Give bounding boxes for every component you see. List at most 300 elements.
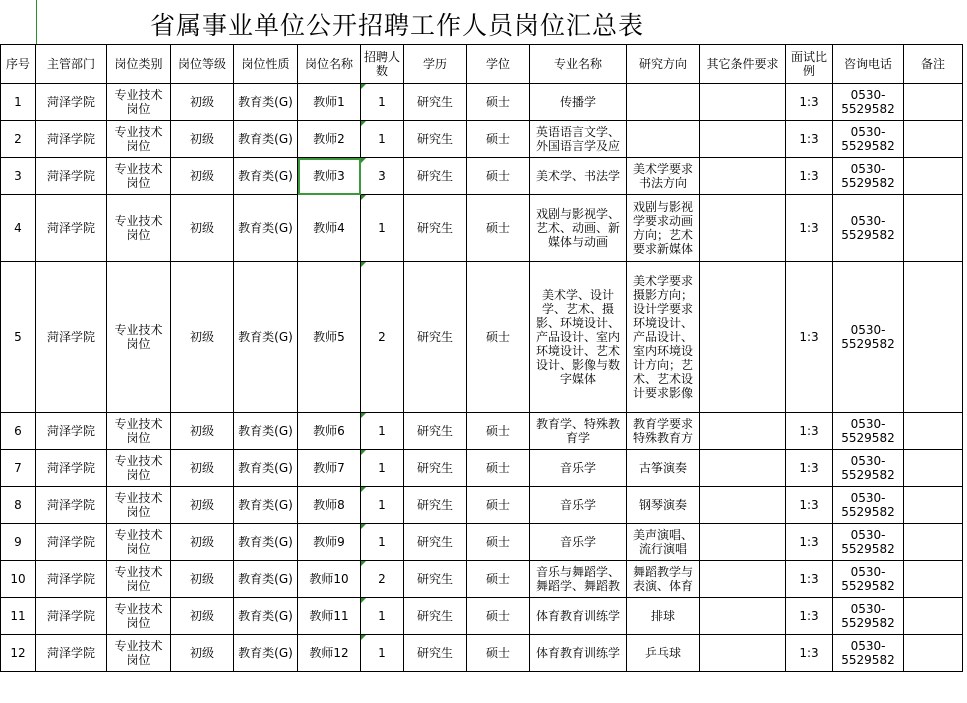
remarks-cell[interactable]: [904, 598, 963, 635]
nature-cell[interactable]: [234, 121, 298, 158]
department-text: 菏泽学院: [46, 221, 95, 235]
degree-text: 硕士: [485, 535, 510, 549]
level-cell[interactable]: [171, 524, 234, 561]
education-cell[interactable]: [404, 84, 467, 121]
degree-cell[interactable]: [467, 413, 530, 450]
department-cell[interactable]: [36, 84, 107, 121]
position-name-cell[interactable]: [298, 450, 361, 487]
column-header[interactable]: 备注: [904, 45, 963, 84]
nature-text: 教育类(G): [238, 132, 293, 146]
other-requirements-cell[interactable]: [700, 195, 786, 262]
education-cell[interactable]: [404, 413, 467, 450]
position-name-text: 教师3: [313, 169, 345, 183]
degree-cell[interactable]: [467, 121, 530, 158]
education-cell[interactable]: [404, 635, 467, 672]
hire-count-cell[interactable]: [361, 84, 404, 121]
nature-cell[interactable]: [234, 635, 298, 672]
department-cell[interactable]: [36, 195, 107, 262]
nature-cell[interactable]: [234, 84, 298, 121]
interview-ratio-text: 1:3: [799, 498, 819, 512]
level-cell[interactable]: [171, 413, 234, 450]
degree-cell[interactable]: [467, 561, 530, 598]
department-text: 菏泽学院: [46, 572, 95, 586]
nature-text: 教育类(G): [238, 572, 293, 586]
table-row: [1, 158, 963, 195]
level-text: 初级: [189, 646, 214, 660]
degree-text: 硕士: [485, 424, 510, 438]
position-name-cell[interactable]: [298, 158, 361, 195]
column-header[interactable]: 学位: [467, 45, 530, 84]
category-text: 专业技术岗位: [114, 323, 163, 351]
column-header[interactable]: 招聘人数: [361, 45, 404, 84]
department-cell[interactable]: [36, 524, 107, 561]
department-cell[interactable]: [36, 158, 107, 195]
department-text: 菏泽学院: [46, 535, 95, 549]
remarks-cell[interactable]: [904, 121, 963, 158]
department-cell[interactable]: [36, 121, 107, 158]
education-text: 研究生: [416, 498, 453, 512]
phone-text: 0530-5529582: [841, 454, 895, 482]
major-text: 体育教育训练学: [535, 609, 620, 623]
column-header[interactable]: 主管部门: [36, 45, 107, 84]
major-text: 音乐学: [559, 498, 596, 512]
level-cell[interactable]: [171, 158, 234, 195]
column-header[interactable]: 研究方向: [627, 45, 700, 84]
hire-count-text: 1: [378, 461, 386, 475]
department-cell[interactable]: [36, 450, 107, 487]
research-direction-cell[interactable]: [627, 262, 700, 413]
column-header[interactable]: 专业名称: [530, 45, 627, 84]
research-direction-cell[interactable]: [627, 450, 700, 487]
sheet-title-bar: [0, 0, 967, 44]
research-direction-cell[interactable]: [627, 84, 700, 121]
degree-text: 硕士: [485, 330, 510, 344]
table-row: [1, 121, 963, 158]
degree-cell[interactable]: [467, 84, 530, 121]
degree-text: 硕士: [485, 646, 510, 660]
position-name-text: 教师8: [313, 498, 345, 512]
position-name-text: 教师4: [313, 221, 345, 235]
phone-cell[interactable]: [833, 195, 904, 262]
category-text: 专业技术岗位: [114, 639, 163, 667]
row-number-text: 7: [14, 461, 22, 475]
other-requirements-cell[interactable]: [700, 121, 786, 158]
phone-text: 0530-5529582: [841, 88, 895, 116]
degree-cell[interactable]: [467, 487, 530, 524]
row-number-text: 8: [14, 498, 22, 512]
level-cell[interactable]: [171, 598, 234, 635]
department-cell[interactable]: [36, 487, 107, 524]
category-cell[interactable]: [107, 84, 171, 121]
hire-count-cell[interactable]: [361, 524, 404, 561]
remarks-cell[interactable]: [904, 487, 963, 524]
nature-cell[interactable]: [234, 413, 298, 450]
research-direction-text: 古筝演奏: [638, 461, 687, 475]
column-header[interactable]: 学历: [404, 45, 467, 84]
category-text: 专业技术岗位: [114, 602, 163, 630]
position-name-cell[interactable]: [298, 262, 361, 413]
table-row: [1, 262, 963, 413]
category-text: 专业技术岗位: [114, 125, 163, 153]
row-number-cell[interactable]: [1, 561, 36, 598]
major-cell[interactable]: [530, 84, 627, 121]
education-cell[interactable]: [404, 121, 467, 158]
other-requirements-cell[interactable]: [700, 158, 786, 195]
department-cell[interactable]: [36, 413, 107, 450]
research-direction-text: 钢琴演奏: [638, 498, 687, 512]
interview-ratio-cell[interactable]: [786, 121, 833, 158]
category-cell[interactable]: [107, 635, 171, 672]
phone-cell[interactable]: [833, 561, 904, 598]
phone-cell[interactable]: [833, 450, 904, 487]
phone-text: 0530-5529582: [841, 602, 895, 630]
level-cell[interactable]: [171, 262, 234, 413]
nature-cell[interactable]: [234, 598, 298, 635]
education-cell[interactable]: [404, 158, 467, 195]
position-name-text: 教师10: [309, 572, 349, 586]
row-number-cell[interactable]: [1, 450, 36, 487]
phone-cell[interactable]: [833, 524, 904, 561]
nature-text: 教育类(G): [238, 498, 293, 512]
category-cell[interactable]: [107, 598, 171, 635]
research-direction-cell[interactable]: [627, 635, 700, 672]
level-cell[interactable]: [171, 561, 234, 598]
table-row: [1, 450, 963, 487]
department-text: 菏泽学院: [46, 498, 95, 512]
nature-cell[interactable]: [234, 195, 298, 262]
phone-text: 0530-5529582: [841, 323, 895, 351]
level-text: 初级: [189, 95, 214, 109]
position-name-cell[interactable]: [298, 524, 361, 561]
hire-count-cell[interactable]: [361, 195, 404, 262]
degree-text: 硕士: [485, 95, 510, 109]
level-cell[interactable]: [171, 195, 234, 262]
degree-cell[interactable]: [467, 598, 530, 635]
phone-text: 0530-5529582: [841, 528, 895, 556]
column-header[interactable]: 岗位等级: [171, 45, 234, 84]
remarks-cell[interactable]: [904, 635, 963, 672]
interview-ratio-cell[interactable]: [786, 158, 833, 195]
interview-ratio-cell[interactable]: [786, 450, 833, 487]
category-text: 专业技术岗位: [114, 417, 163, 445]
level-text: 初级: [189, 609, 214, 623]
position-name-cell[interactable]: [298, 598, 361, 635]
major-cell[interactable]: [530, 561, 627, 598]
position-name-cell[interactable]: [298, 195, 361, 262]
major-text: 音乐与舞蹈学、舞蹈学、舞蹈教: [535, 565, 620, 593]
nature-text: 教育类(G): [238, 461, 293, 475]
phone-cell[interactable]: [833, 598, 904, 635]
remarks-cell[interactable]: [904, 561, 963, 598]
category-cell[interactable]: [107, 487, 171, 524]
level-cell[interactable]: [171, 487, 234, 524]
education-text: 研究生: [416, 169, 453, 183]
education-cell[interactable]: [404, 561, 467, 598]
position-name-text: 教师9: [313, 535, 345, 549]
degree-cell[interactable]: [467, 195, 530, 262]
major-text: 英语语言文学、外国语言学及应: [535, 125, 620, 153]
other-requirements-cell[interactable]: [700, 635, 786, 672]
research-direction-text: 美声演唱、流行演唱: [632, 528, 693, 556]
level-cell[interactable]: [171, 84, 234, 121]
phone-cell[interactable]: [833, 635, 904, 672]
row-number-text: 4: [14, 221, 22, 235]
phone-cell[interactable]: [833, 121, 904, 158]
category-cell[interactable]: [107, 561, 171, 598]
other-requirements-cell[interactable]: [700, 450, 786, 487]
position-name-text: 教师12: [309, 646, 349, 660]
remarks-cell[interactable]: [904, 524, 963, 561]
column-header[interactable]: 序号: [1, 45, 36, 84]
phone-cell[interactable]: [833, 262, 904, 413]
phone-text: 0530-5529582: [841, 162, 895, 190]
hire-count-cell[interactable]: [361, 561, 404, 598]
row-number-cell[interactable]: [1, 413, 36, 450]
degree-cell[interactable]: [467, 524, 530, 561]
hire-count-cell[interactable]: [361, 487, 404, 524]
hire-count-cell[interactable]: [361, 635, 404, 672]
hire-count-cell[interactable]: [361, 262, 404, 413]
education-cell[interactable]: [404, 598, 467, 635]
major-cell[interactable]: [530, 262, 627, 413]
department-cell[interactable]: [36, 598, 107, 635]
interview-ratio-cell[interactable]: [786, 413, 833, 450]
education-text: 研究生: [416, 461, 453, 475]
category-cell[interactable]: [107, 450, 171, 487]
column-header[interactable]: 岗位名称: [298, 45, 361, 84]
major-text: 音乐学: [559, 461, 596, 475]
nature-text: 教育类(G): [238, 169, 293, 183]
other-requirements-cell[interactable]: [700, 561, 786, 598]
category-cell[interactable]: [107, 524, 171, 561]
column-header[interactable]: 岗位类别: [107, 45, 171, 84]
degree-text: 硕士: [485, 498, 510, 512]
level-text: 初级: [189, 498, 214, 512]
education-cell[interactable]: [404, 487, 467, 524]
major-text: 美术学、设计学、艺术、摄影、环境设计、产品设计、室内环境设计、艺术设计、影像与数字媒体: [535, 288, 620, 386]
nature-text: 教育类(G): [238, 424, 293, 438]
title-left-cell[interactable]: [0, 0, 37, 44]
row-number-cell[interactable]: [1, 158, 36, 195]
degree-cell[interactable]: [467, 262, 530, 413]
degree-cell[interactable]: [467, 635, 530, 672]
table-row: [1, 84, 963, 121]
row-number-cell[interactable]: [1, 598, 36, 635]
row-number-cell[interactable]: [1, 84, 36, 121]
phone-cell[interactable]: [833, 413, 904, 450]
phone-cell[interactable]: [833, 158, 904, 195]
interview-ratio-text: 1:3: [799, 461, 819, 475]
category-text: 专业技术岗位: [114, 565, 163, 593]
degree-text: 硕士: [485, 221, 510, 235]
table-row: [1, 195, 963, 262]
major-cell[interactable]: [530, 635, 627, 672]
degree-cell[interactable]: [467, 158, 530, 195]
education-text: 研究生: [416, 535, 453, 549]
department-cell[interactable]: [36, 262, 107, 413]
row-number-cell[interactable]: [1, 487, 36, 524]
remarks-cell[interactable]: [904, 158, 963, 195]
phone-text: 0530-5529582: [841, 214, 895, 242]
remarks-cell[interactable]: [904, 413, 963, 450]
research-direction-cell[interactable]: [627, 524, 700, 561]
other-requirements-cell[interactable]: [700, 487, 786, 524]
hire-count-cell[interactable]: [361, 450, 404, 487]
column-header[interactable]: 岗位性质: [234, 45, 298, 84]
research-direction-cell[interactable]: [627, 598, 700, 635]
interview-ratio-text: 1:3: [799, 221, 819, 235]
interview-ratio-cell[interactable]: [786, 598, 833, 635]
table-row: [1, 413, 963, 450]
interview-ratio-cell[interactable]: [786, 195, 833, 262]
interview-ratio-cell[interactable]: [786, 561, 833, 598]
major-cell[interactable]: [530, 158, 627, 195]
nature-text: 教育类(G): [238, 535, 293, 549]
major-cell[interactable]: [530, 195, 627, 262]
interview-ratio-text: 1:3: [799, 535, 819, 549]
education-text: 研究生: [416, 221, 453, 235]
department-text: 菏泽学院: [46, 424, 95, 438]
education-cell[interactable]: [404, 262, 467, 413]
major-cell[interactable]: [530, 450, 627, 487]
research-direction-cell[interactable]: [627, 195, 700, 262]
interview-ratio-text: 1:3: [799, 424, 819, 438]
major-text: 教育学、特殊教育学: [535, 417, 620, 445]
position-name-cell[interactable]: [298, 413, 361, 450]
remarks-cell[interactable]: [904, 84, 963, 121]
column-header[interactable]: 面试比例: [786, 45, 833, 84]
interview-ratio-cell[interactable]: [786, 487, 833, 524]
position-name-text: 教师2: [313, 132, 345, 146]
position-name-cell[interactable]: [298, 561, 361, 598]
nature-cell[interactable]: [234, 450, 298, 487]
category-cell[interactable]: [107, 195, 171, 262]
table-row: [1, 487, 963, 524]
research-direction-cell[interactable]: [627, 121, 700, 158]
education-text: 研究生: [416, 646, 453, 660]
row-number-cell[interactable]: [1, 195, 36, 262]
research-direction-text: 美术学要求摄影方向；设计学要求环境设计、产品设计、室内环境设计方向；艺术、艺术设计要求影像: [632, 274, 693, 400]
research-direction-cell[interactable]: [627, 158, 700, 195]
position-name-cell[interactable]: [298, 84, 361, 121]
hire-count-text: 1: [378, 132, 386, 146]
row-number-cell[interactable]: [1, 635, 36, 672]
category-cell[interactable]: [107, 262, 171, 413]
department-cell[interactable]: [36, 635, 107, 672]
other-requirements-cell[interactable]: [700, 84, 786, 121]
degree-text: 硕士: [485, 169, 510, 183]
major-cell[interactable]: [530, 413, 627, 450]
nature-text: 教育类(G): [238, 330, 293, 344]
education-text: 研究生: [416, 95, 453, 109]
column-header[interactable]: 其它条件要求: [700, 45, 786, 84]
department-cell[interactable]: [36, 561, 107, 598]
position-name-cell[interactable]: [298, 635, 361, 672]
department-text: 菏泽学院: [46, 646, 95, 660]
position-name-cell[interactable]: [298, 487, 361, 524]
other-requirements-cell[interactable]: [700, 262, 786, 413]
interview-ratio-text: 1:3: [799, 95, 819, 109]
other-requirements-cell[interactable]: [700, 413, 786, 450]
row-number-cell[interactable]: [1, 262, 36, 413]
column-header[interactable]: 咨询电话: [833, 45, 904, 84]
hire-count-cell[interactable]: [361, 598, 404, 635]
table-row: [1, 635, 963, 672]
other-requirements-cell[interactable]: [700, 598, 786, 635]
table-row: [1, 598, 963, 635]
interview-ratio-text: 1:3: [799, 132, 819, 146]
research-direction-cell[interactable]: [627, 487, 700, 524]
education-text: 研究生: [416, 330, 453, 344]
row-number-cell[interactable]: [1, 121, 36, 158]
interview-ratio-cell[interactable]: [786, 262, 833, 413]
research-direction-text: 舞蹈教学与表演、体育: [632, 565, 693, 593]
phone-text: 0530-5529582: [841, 125, 895, 153]
sheet-title: 省属事业单位公开招聘工作人员岗位汇总表: [150, 11, 645, 40]
nature-cell[interactable]: [234, 561, 298, 598]
level-cell[interactable]: [171, 635, 234, 672]
nature-cell[interactable]: [234, 262, 298, 413]
position-name-text: 教师6: [313, 424, 345, 438]
major-cell[interactable]: [530, 598, 627, 635]
category-text: 专业技术岗位: [114, 88, 163, 116]
hire-count-cell[interactable]: [361, 121, 404, 158]
degree-cell[interactable]: [467, 450, 530, 487]
education-cell[interactable]: [404, 524, 467, 561]
nature-cell[interactable]: [234, 524, 298, 561]
nature-cell[interactable]: [234, 158, 298, 195]
remarks-cell[interactable]: [904, 195, 963, 262]
row-number-text: 6: [14, 424, 22, 438]
position-name-cell[interactable]: [298, 121, 361, 158]
interview-ratio-text: 1:3: [799, 646, 819, 660]
phone-cell[interactable]: [833, 487, 904, 524]
major-cell[interactable]: [530, 524, 627, 561]
interview-ratio-cell[interactable]: [786, 524, 833, 561]
hire-count-cell[interactable]: [361, 158, 404, 195]
remarks-cell[interactable]: [904, 262, 963, 413]
research-direction-text: 排球: [650, 609, 675, 623]
other-requirements-cell[interactable]: [700, 524, 786, 561]
positions-table: [0, 44, 963, 672]
education-cell[interactable]: [404, 450, 467, 487]
phone-text: 0530-5529582: [841, 491, 895, 519]
nature-cell[interactable]: [234, 487, 298, 524]
interview-ratio-cell[interactable]: [786, 635, 833, 672]
remarks-cell[interactable]: [904, 450, 963, 487]
major-cell[interactable]: [530, 121, 627, 158]
category-cell[interactable]: [107, 158, 171, 195]
research-direction-cell[interactable]: [627, 413, 700, 450]
interview-ratio-text: 1:3: [799, 169, 819, 183]
row-number-text: 5: [14, 330, 22, 344]
category-cell[interactable]: [107, 413, 171, 450]
row-number-text: 2: [14, 132, 22, 146]
hire-count-cell[interactable]: [361, 413, 404, 450]
major-cell[interactable]: [530, 487, 627, 524]
major-text: 音乐学: [559, 535, 596, 549]
education-text: 研究生: [416, 609, 453, 623]
education-cell[interactable]: [404, 195, 467, 262]
level-text: 初级: [189, 535, 214, 549]
phone-cell[interactable]: [833, 84, 904, 121]
interview-ratio-cell[interactable]: [786, 84, 833, 121]
level-cell[interactable]: [171, 121, 234, 158]
row-number-cell[interactable]: [1, 524, 36, 561]
level-cell[interactable]: [171, 450, 234, 487]
research-direction-cell[interactable]: [627, 561, 700, 598]
category-cell[interactable]: [107, 121, 171, 158]
